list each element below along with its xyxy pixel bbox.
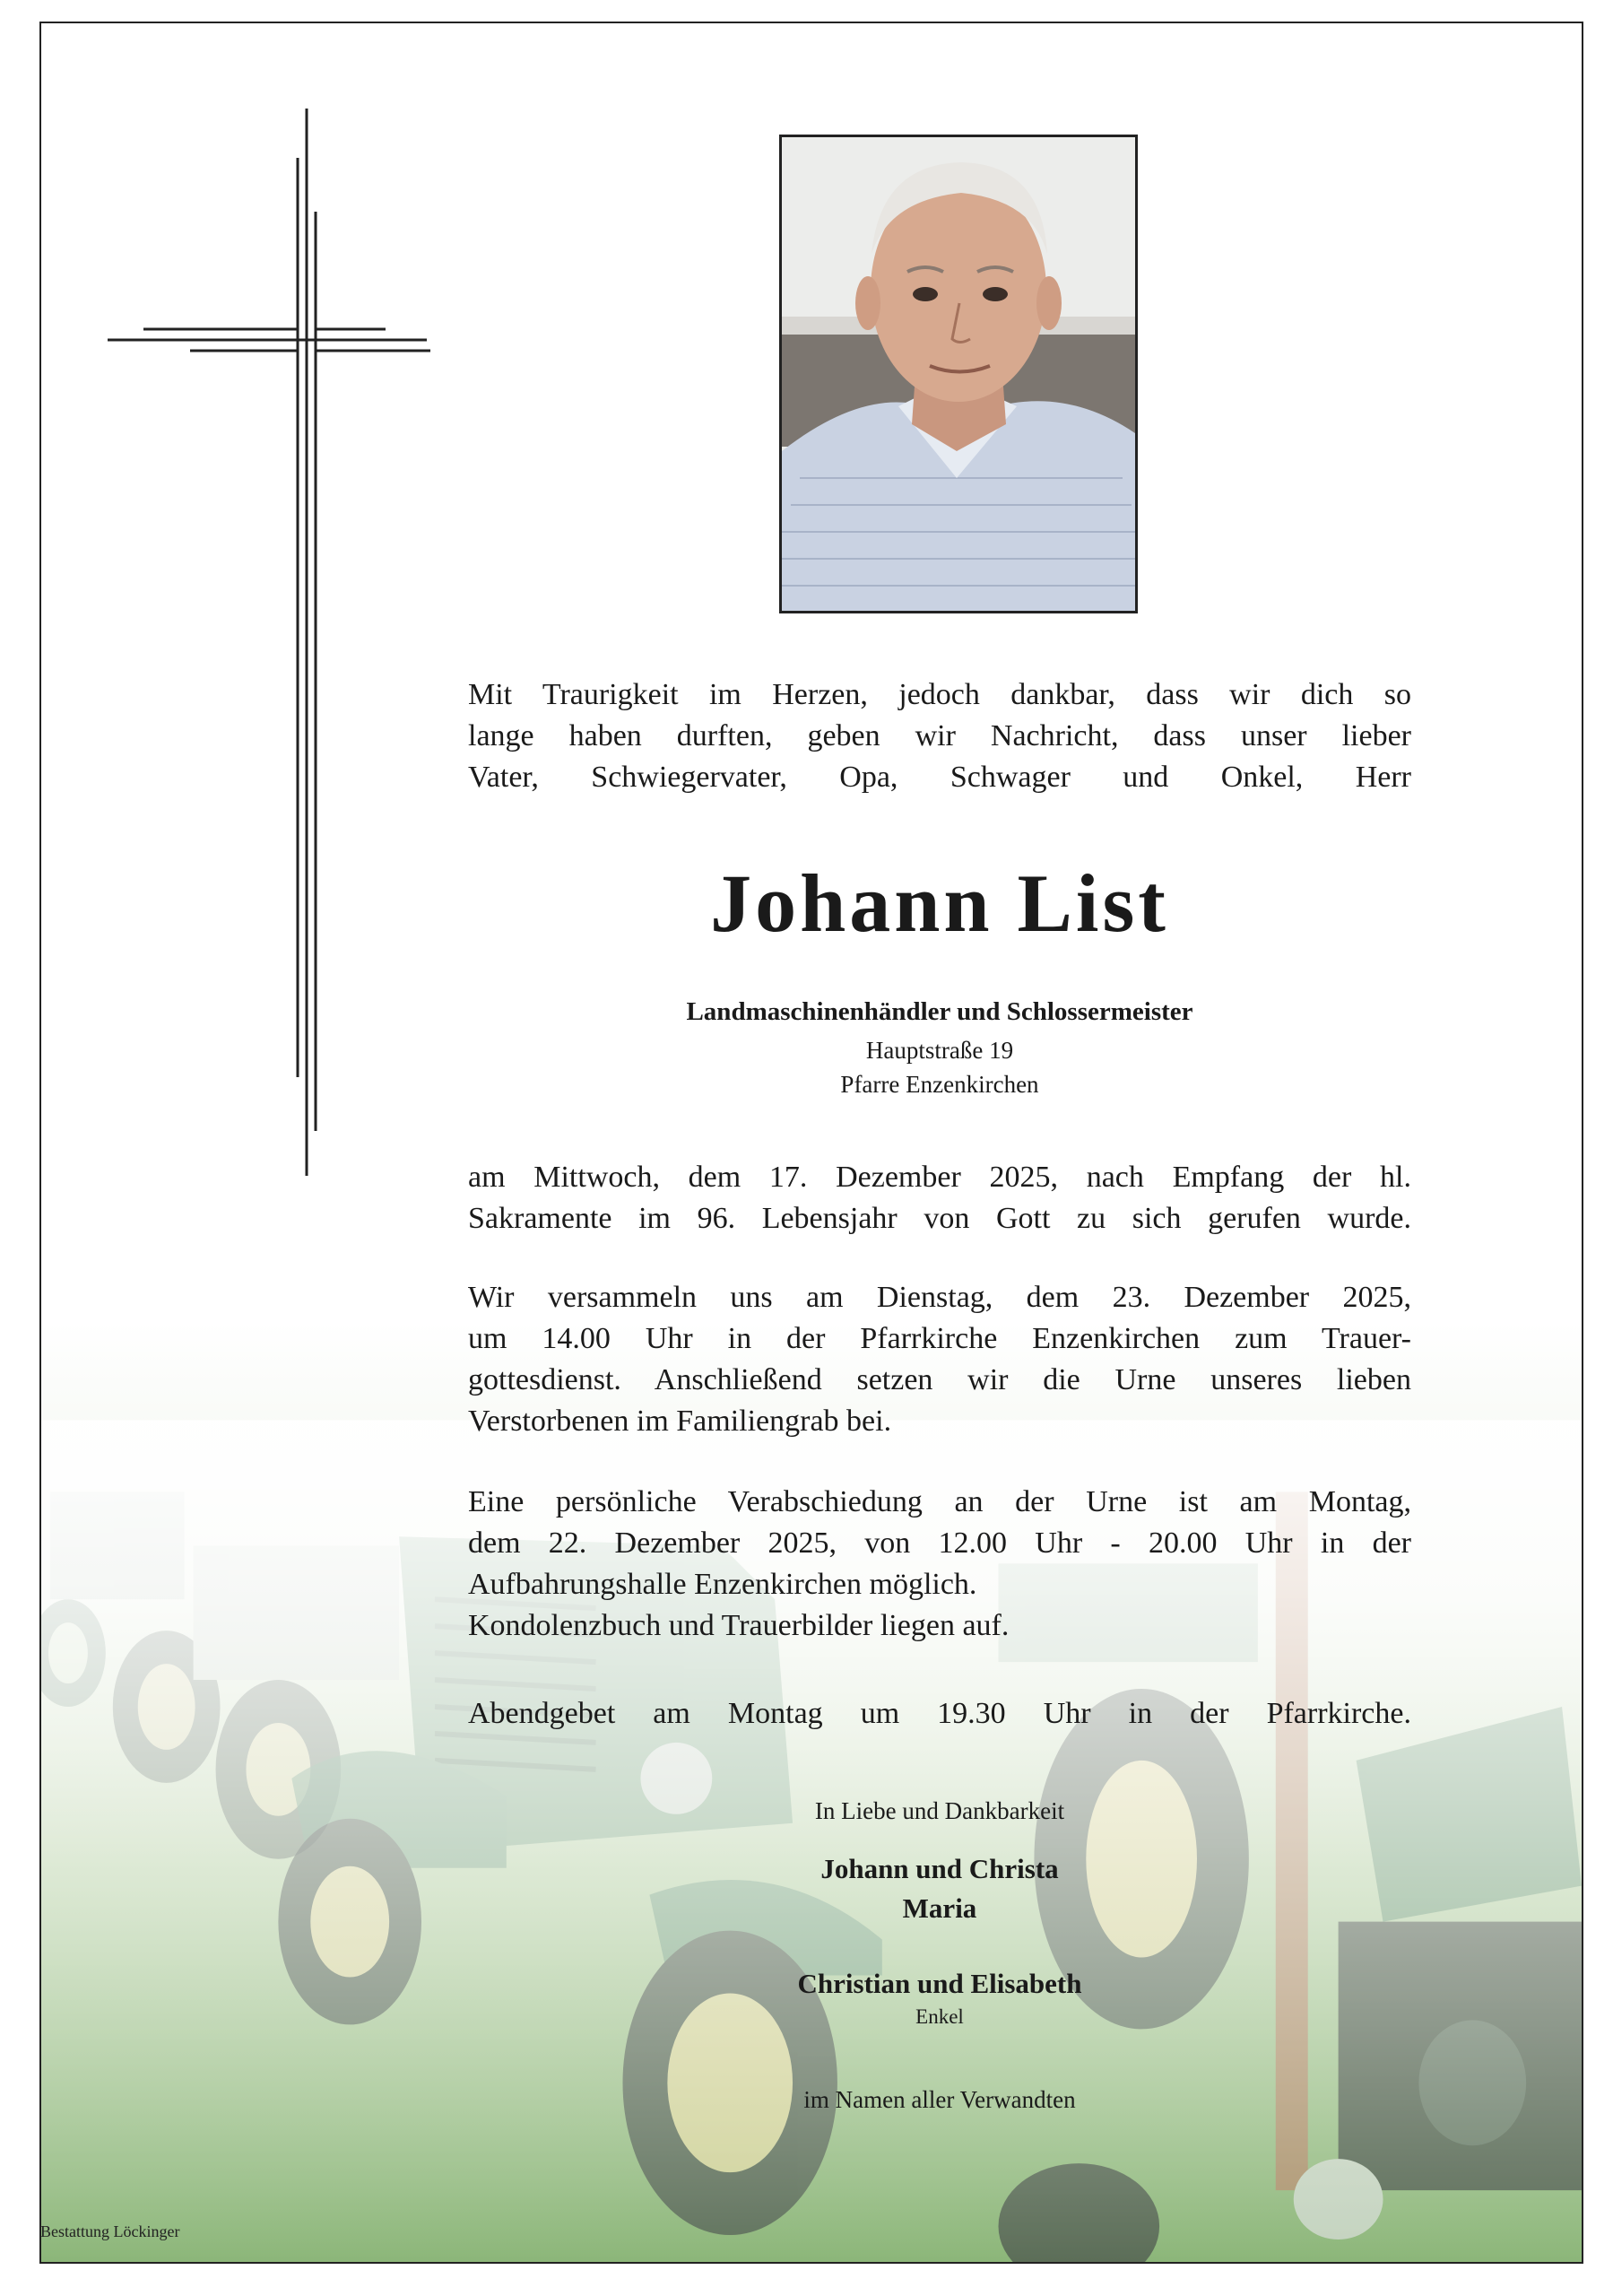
undertaker-credit: Bestattung Löckinger <box>40 2222 180 2240</box>
portrait-photo <box>779 135 1138 613</box>
intro-paragraph <box>468 674 1411 798</box>
prayer-paragraph <box>468 1693 1411 1735</box>
occupation: Landmaschinenhändler und Schlossermeister <box>686 997 1193 1026</box>
intro-line: lange haben durften, geben wir Nachricht, dass unser lieber <box>468 719 1411 752</box>
portrait-illustration <box>782 137 1135 611</box>
relatives-note: im Namen aller Verwandten <box>803 2086 1076 2113</box>
service-line: Verstorbenen im Familiengrab bei. <box>468 1405 892 1438</box>
farewell-line: dem 22. Dezember 2025, von 12.00 Uhr - 20.00 Uhr in der <box>468 1526 1411 1560</box>
intro-line: Mit Traurigkeit im Herzen, jedoch dankbar, dass wir dich so <box>468 678 1411 711</box>
street-address: Hauptstraße 19 <box>865 1037 1014 1064</box>
prayer-line: Abendgebet am Montag um 19.30 Uhr in der Pfarrkirche. <box>468 1697 1411 1730</box>
farewell-line: Kondolenzbuch und Trauerbilder liegen auf. <box>468 1609 1010 1642</box>
mourners-names: Johann und Christa <box>820 1853 1059 1884</box>
service-line: Wir versammeln uns am Dienstag, dem 23. Dezember 2025, <box>468 1281 1411 1314</box>
death-line: am Mittwoch, dem 17. Dezember 2025, nach Empfang der hl. <box>468 1161 1411 1194</box>
mourners-role: Enkel <box>915 2005 964 2028</box>
address-block <box>468 1033 1411 1101</box>
mourners-group-1 <box>468 1849 1411 1928</box>
deceased-name: Johann List <box>710 857 1169 949</box>
death-line: Sakramente im 96. Lebensjahr von Gott zu sich gerufen wurde. <box>468 1202 1411 1235</box>
service-line: gottesdienst. Anschließend setzen wir die Urne unseres lieben <box>468 1363 1411 1396</box>
farewell-paragraph <box>468 1482 1411 1647</box>
farewell-line: Eine persönliche Verabschiedung an der Urne ist am Montag, <box>468 1485 1411 1518</box>
cross-icon <box>108 109 430 1203</box>
farewell-line: Aufbahrungshalle Enzenkirchen möglich. <box>468 1568 977 1601</box>
closing-phrase: In Liebe und Dankbarkeit <box>814 1797 1065 1824</box>
parish: Pfarre Enzenkirchen <box>840 1071 1039 1098</box>
intro-line: Vater, Schwiegervater, Opa, Schwager und Onkel, Herr <box>468 761 1411 794</box>
service-line: um 14.00 Uhr in der Pfarrkirche Enzenkirchen zum Trauer- <box>468 1322 1411 1355</box>
death-paragraph <box>468 1157 1411 1239</box>
mourners-names: Maria <box>902 1892 977 1924</box>
service-paragraph <box>468 1277 1411 1442</box>
mourners-group-2: Christian und Elisabeth <box>797 1968 1082 1999</box>
